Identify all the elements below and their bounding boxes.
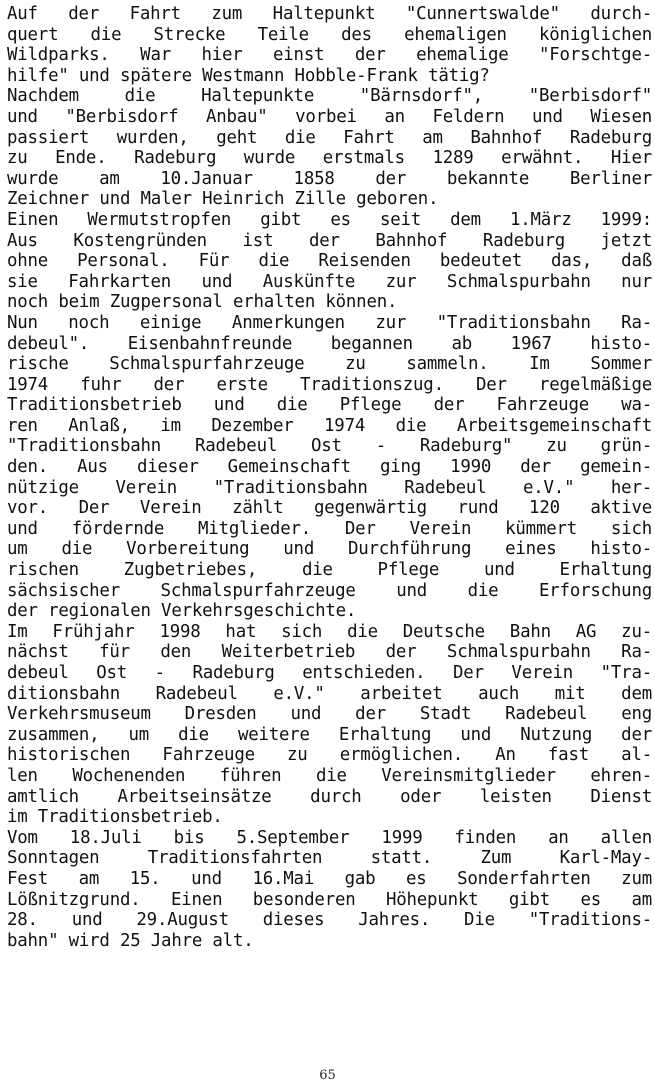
text-line: Traditionsbetrieb und die Pflege der Fahrzeuge wa- [7, 395, 652, 416]
text-line: sächsischer Schmalspurfahrzeuge und die Erforschung [7, 580, 652, 601]
text-line: ohne Personal. Für die Reisenden bedeutet das, daß [7, 251, 652, 272]
text-line: Sonntagen Traditionsfahrten statt. Zum Karl-May- [7, 848, 652, 869]
text-line: Nachdem die Haltepunkte "Bärnsdorf", "Berbisdorf" [7, 86, 652, 107]
text-line: ren Anlaß, im Dezember 1974 die Arbeitsgemeinschaft [7, 415, 652, 436]
text-line: Vom 18.Juli bis 5.September 1999 finden an allen [7, 827, 652, 848]
text-line: len Wochenenden führen die Vereinsmitglieder ehren- [7, 765, 652, 786]
text-line: Im Frühjahr 1998 hat sich die Deutsche Bahn AG zu- [7, 621, 652, 642]
text-line: Lößnitzgrund. Einen besonderen Höhepunkt gibt es am [7, 889, 652, 910]
text-line: und fördernde Mitglieder. Der Verein kümmert sich [7, 518, 652, 539]
page-number: 65 [319, 1068, 336, 1083]
text-line: nützige Verein "Traditionsbahn Radebeul e.V." her- [7, 477, 652, 498]
text-line: wurde am 10.Januar 1858 der bekannte Berliner [7, 168, 652, 189]
text-line: Nun noch einige Anmerkungen zur "Traditionsbahn Ra- [7, 312, 652, 333]
text-line: Auf der Fahrt zum Haltepunkt "Cunnertswalde" durch- [7, 4, 652, 24]
text-line: nächst für den Weiterbetrieb der Schmalspurbahn Ra- [7, 642, 652, 663]
text-line: passiert wurden, geht die Fahrt am Bahnhof Radeburg [7, 127, 652, 148]
text-line: zusammen, um die weitere Erhaltung und Nutzung der [7, 724, 652, 745]
text-line: 1974 fuhr der erste Traditionszug. Der regelmäßige [7, 374, 652, 395]
text-line: rischen Zugbetriebes, die Pflege und Erhaltung [7, 560, 652, 581]
text-line: Verkehrsmuseum Dresden und der Stadt Radebeul eng [7, 704, 652, 725]
text-line: amtlich Arbeitseinsätze durch oder leisten Dienst [7, 786, 652, 807]
text-line: Fest am 15. und 16.Mai gab es Sonderfahrten zum [7, 868, 652, 889]
text-line: und "Berbisdorf Anbau" vorbei an Feldern und Wiesen [7, 106, 652, 127]
text-line: 28. und 29.August dieses Jahres. Die "Traditions- [7, 910, 652, 931]
text-line: vor. Der Verein zählt gegenwärtig rund 120 aktive [7, 498, 652, 519]
text-line: debeul Ost - Radeburg entschieden. Der Verein "Tra- [7, 663, 652, 683]
text-line: um die Vorbereitung und Durchführung eines histo- [7, 539, 652, 560]
text-line: hilfe" und spätere Westmann Hobble-Frank tätig? [7, 65, 490, 86]
text-line: bahn" wird 25 Jahre alt. [7, 930, 254, 951]
text-line: ditionsbahn Radebeul e.V." arbeitet auch mit dem [7, 683, 652, 704]
text-line: sie Fahrkarten und Auskünfte zur Schmalspurbahn nur [7, 271, 652, 292]
text-line: Aus Kostengründen ist der Bahnhof Radeburg jetzt [7, 230, 652, 251]
text-line: "Traditionsbahn Radebeul Ost - Radeburg" zu grün- [7, 436, 652, 457]
body-text [7, 4, 652, 951]
text-line: noch beim Zugpersonal erhalten können. [7, 292, 398, 313]
text-line: Wildparks. War hier einst der ehemalige "Forschtge- [7, 45, 652, 66]
text-line: debeul". Eisenbahnfreunde begannen ab 1967 histo- [7, 333, 652, 354]
text-line: historischen Fahrzeuge zu ermöglichen. An fast al- [7, 745, 652, 766]
text-line: der regionalen Verkehrsgeschichte. [7, 601, 357, 622]
text-line: rische Schmalspurfahrzeuge zu sammeln. Im Sommer [7, 354, 652, 375]
text-line: den. Aus dieser Gemeinschaft ging 1990 der gemein- [7, 457, 652, 478]
text-line: Zeichner und Maler Heinrich Zille geboren. [7, 189, 439, 210]
text-line: im Traditionsbetrieb. [7, 807, 223, 828]
text-line: zu Ende. Radeburg wurde erstmals 1289 erwähnt. Hier [7, 148, 652, 169]
text-line: Einen Wermutstropfen gibt es seit dem 1.März 1999: [7, 209, 652, 230]
text-line: quert die Strecke Teile des ehemaligen königlichen [7, 24, 652, 45]
